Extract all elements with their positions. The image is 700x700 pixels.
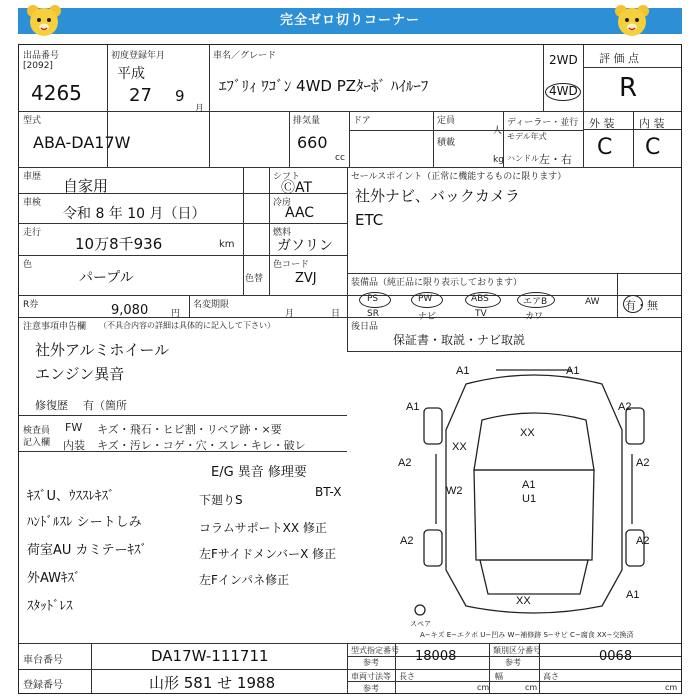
plate-label: 登録番号 [23, 680, 63, 691]
first-reg-label: 初度登録年月 [111, 51, 166, 61]
handle-label: ハンドル [507, 154, 539, 163]
model-label: 型式 [23, 116, 42, 126]
equip-aw: AW [585, 297, 600, 307]
damage-mark: A1 [406, 401, 420, 413]
registration-label: 名変期限 [193, 300, 230, 310]
ac: AAC [285, 205, 315, 221]
car-damage-diagram [396, 360, 672, 630]
damage-mark: A2 [636, 457, 650, 469]
damage-mark: XX [516, 595, 531, 607]
hw-right-5: 左Fインパネ修正 [199, 573, 290, 587]
width-label: 幅 [495, 672, 503, 681]
notes-sub: （不具合内容の詳細は具体的に記入して下さい） [99, 321, 275, 330]
inspection: 令和 8 年 10 月（日） [63, 206, 206, 222]
model: ABA-DA17W [33, 133, 131, 152]
sales-points-label: セールスポイント（正常に機能するものに限ります） [351, 172, 567, 182]
car-name: ｴﾌﾞﾘｨ ﾜｺﾞﾝ 4WD PZﾀｰﾎﾞ ﾊｲﾙｰﾌ [219, 77, 429, 95]
class-no: 0068 [599, 649, 633, 664]
use: 自家用 [63, 177, 109, 195]
damage-mark: A2 [400, 535, 414, 547]
rating: R [619, 73, 638, 103]
month-unit: 月 [195, 104, 205, 114]
plate: 山形 581 せ 1988 [149, 674, 276, 692]
interior-label: 内 装 [639, 117, 665, 130]
lot-number: 4265 [31, 81, 82, 105]
diagram-spare-label: スペア [410, 621, 431, 628]
equip-tv: TV [475, 309, 487, 319]
interior-grade: C [645, 135, 661, 160]
damage-mark: A1 [626, 589, 640, 601]
equip-abs: ABS [471, 294, 489, 304]
inspector-interior: 内装 [63, 439, 85, 452]
damage-mark: XX [452, 441, 467, 453]
registration-month: 月 [285, 309, 295, 319]
color-change-label: 色替 [245, 274, 264, 284]
height-label: 高さ [543, 672, 559, 681]
damage-mark: A1 [522, 479, 536, 491]
type-no-label: 型式指定番号 [351, 646, 399, 655]
exterior-label: 外 装 [589, 117, 615, 130]
body-size-label: 車両寸法等 [351, 672, 391, 681]
mileage-label: 走行 [23, 228, 42, 238]
notes-label: 注意事項申告欄 [23, 322, 87, 332]
hw-left-2: ﾊﾝﾄﾞﾙｽﾚ シートしみ [27, 515, 142, 530]
capacity-label: 定員 [437, 116, 456, 126]
equip-airbag: エアB [523, 297, 548, 307]
damage-mark: A2 [618, 401, 632, 413]
width-cm: cm [525, 683, 538, 692]
fuel: ガソリン [277, 238, 333, 254]
lot-label: 出品番号 [23, 51, 60, 61]
color: パープル [79, 270, 134, 286]
equip-sr: SR [367, 309, 379, 319]
color-code-label: 色コード [273, 260, 310, 270]
hw-right-2: BT-X [315, 485, 342, 499]
hw-left-1: ｷｽﾞU、ｳｽｽﾚｷｽﾞ [27, 489, 115, 504]
repair-label: 修復歴 [35, 399, 68, 412]
lot-sub: [2092] [23, 61, 53, 71]
sales-point-2: ETC [355, 211, 384, 229]
chassis-label: 車台番号 [23, 655, 63, 666]
month: 9 [175, 87, 185, 105]
drive-4wd: 4WD [549, 84, 578, 98]
type-no-ref: 参考 [363, 658, 379, 667]
color-code: ZVJ [295, 271, 317, 286]
type-no: 18008 [415, 649, 457, 664]
inspector-fw-text: キズ・飛石・ヒビ割・リペア跡・×要 [97, 423, 282, 436]
car-name-label: 車名／グレード [213, 51, 277, 61]
inspector-label-2: 記入欄 [23, 438, 51, 448]
rating-label: 評 価 点 [599, 52, 639, 65]
year: 27 [129, 85, 152, 106]
class-no-ref: 参考 [505, 658, 521, 667]
class-no-label: 類別区分番号 [493, 646, 541, 655]
note-1: 社外アルミホイール [35, 341, 170, 359]
recycle: 9,080 [111, 303, 149, 318]
person-unit: 人 [493, 126, 503, 136]
inspector-label-1: 検査員 [23, 426, 51, 436]
height-cm: cm [665, 683, 678, 692]
hw-left-3: 荷室AU カミテーｷｽﾞ [27, 543, 148, 558]
chassis: DA17W-111711 [151, 647, 269, 665]
hw-left-5: ｽﾀｯﾄﾞﾚｽ [27, 599, 73, 614]
sales-point-1: 社外ナビ、バックカメラ [355, 187, 520, 205]
recycle-unit: 円 [171, 309, 181, 319]
equip-navi: ナビ [418, 312, 437, 322]
inspector-fw: FW [65, 421, 83, 434]
era: 平成 [117, 66, 145, 82]
equip-leather: カワ [525, 312, 544, 322]
repair-value: 有（箇所 [83, 399, 127, 412]
color-label: 色 [23, 260, 33, 270]
damage-mark: A2 [398, 457, 412, 469]
use-label: 車歴 [23, 172, 42, 182]
registration-day: 日 [331, 309, 341, 319]
shift: ⒸAT [281, 180, 313, 196]
cc-unit: cc [335, 153, 345, 163]
damage-mark: A2 [636, 535, 650, 547]
equip-ps: PS [367, 294, 379, 304]
dealer-label: ディーラー・並行 [507, 118, 579, 128]
inspector-interior-text: キズ・汚レ・コゲ・穴・スレ・キレ・破レ [97, 439, 306, 452]
fuel-label: 燃料 [273, 228, 292, 238]
damage-mark: A1 [566, 365, 580, 377]
equip-spare: 有・無 [625, 299, 658, 312]
shift-label: シフト [273, 172, 301, 182]
door-label: ドア [353, 116, 371, 126]
ac-label: 冷房 [273, 198, 292, 208]
damage-mark: W2 [446, 485, 463, 497]
hw-right-4: 左FサイドメンバーX 修正 [199, 547, 337, 561]
length-label: 長さ [399, 672, 415, 681]
recycle-label: R券 [23, 300, 39, 310]
equip-pw: PW [418, 294, 433, 304]
after-value: 保証書・取説・ナビ取説 [393, 333, 526, 347]
inspection-label: 車検 [23, 198, 42, 208]
note-2: エンジン異音 [35, 365, 125, 383]
mileage: 10万8千936 [75, 235, 163, 253]
hw-right-title: E/G 異音 修理要 [211, 465, 307, 480]
hw-left-4: 外AWｷｽﾞ [27, 571, 81, 586]
model-year-label: モデル年式 [507, 132, 547, 141]
kg-unit: kg [493, 155, 504, 165]
equipment-label: 装備品（純正品に限り表示しております） [351, 278, 523, 288]
title-banner [18, 8, 682, 34]
km-unit: km [219, 239, 235, 250]
mascot-bear-icon [24, 2, 64, 42]
after-label: 後日品 [351, 322, 379, 332]
displacement-label: 排気量 [293, 116, 321, 126]
drive-2wd: 2WD [549, 53, 578, 67]
load-label: 積載 [437, 138, 456, 148]
banner-title: 完全ゼロ切りコーナー [279, 13, 420, 28]
handle-value: 左・右 [539, 153, 572, 166]
body-size-ref: 参考 [363, 684, 379, 693]
hw-right-3: コラムサポートXX 修正 [199, 521, 327, 535]
damage-mark: A1 [456, 365, 470, 377]
length-cm: cm [477, 683, 490, 692]
displacement: 660 [297, 133, 328, 152]
exterior-grade: C [597, 135, 613, 160]
hw-right-1: 下廻りS [199, 493, 243, 507]
damage-mark: XX [520, 427, 535, 439]
mascot-bear-icon [612, 2, 652, 42]
damage-legend: A−キズ E−エクボ U−凹み W−補修跡 S−サビ C−腐食 XX−交換済 [420, 631, 634, 639]
damage-mark: U1 [522, 493, 537, 505]
